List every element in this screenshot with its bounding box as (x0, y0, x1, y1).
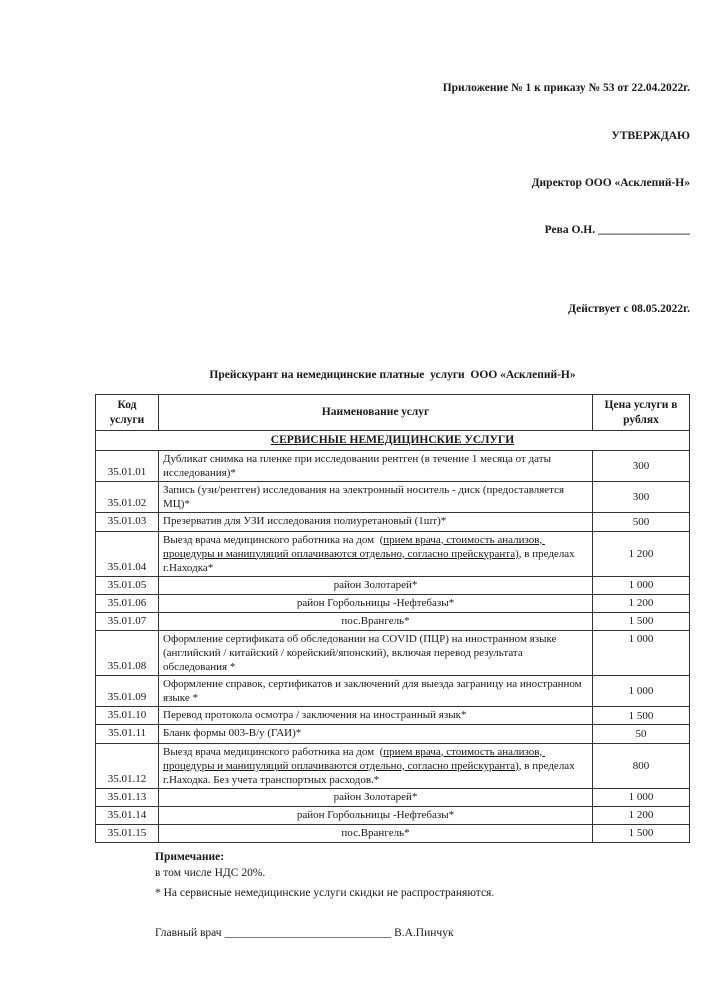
service-name (159, 725, 593, 743)
service-name (159, 630, 593, 675)
service-code: 35.01.11 (96, 725, 159, 743)
service-code: 35.01.07 (96, 612, 159, 630)
service-name-text: район Горбольницы -Нефтебазы* (296, 808, 455, 821)
table-row (96, 576, 690, 594)
service-price: 300 (593, 451, 690, 482)
service-name-text: район Горбольницы -Нефтебазы* (296, 596, 455, 609)
service-code: 35.01.08 (96, 630, 159, 675)
approval-block (95, 50, 690, 349)
notes-label: Примечание: (155, 850, 225, 863)
table-row (96, 707, 690, 725)
service-code: 35.01.12 (96, 743, 159, 788)
service-code: 35.01.09 (96, 676, 159, 707)
table-row (96, 630, 690, 675)
service-name (159, 531, 593, 576)
service-price: 800 (593, 743, 690, 788)
table-row (96, 788, 690, 806)
service-name-text: пос.Врангель* (341, 826, 410, 839)
table-row (96, 676, 690, 707)
effective-date-line: Действует с 08.05.2022г. (568, 302, 690, 315)
service-price: 1 500 (593, 824, 690, 842)
table-row (96, 725, 690, 743)
table-row (96, 594, 690, 612)
service-name-text: Оформление справок, сертификатов и заключений для выезда заграницу на иностранном языке * (163, 678, 585, 705)
service-price: 500 (593, 513, 690, 531)
director-line: Директор ООО «Асклепий-Н» (531, 176, 690, 189)
service-price: 1 200 (593, 806, 690, 824)
table-row (96, 451, 690, 482)
service-name-text: Бланк формы 003-В/у (ГАИ)* (163, 727, 302, 740)
appendix-line: Приложение № 1 к приказу № 53 от 22.04.2022г. (442, 82, 690, 95)
section-row (96, 431, 690, 451)
service-name (159, 513, 593, 531)
asterisk-note: * На сервисные немедицинские услуги скидки не распространяются. (155, 886, 495, 899)
service-price: 1 000 (593, 630, 690, 675)
page-title: Прейскурант на немедицинские платные услуги ООО «Асклепий-Н» (209, 368, 576, 381)
service-name-text: пос.Врангель* (341, 614, 410, 627)
service-name-text: Презерватив для УЗИ исследования полиуретановый (1шт)* (163, 515, 447, 528)
service-name (159, 743, 593, 788)
price-table (95, 394, 690, 843)
vat-note: в том числе НДС 20%. (155, 866, 266, 879)
service-name-text: Выезд врача медицинского работника на дом ( (163, 533, 384, 546)
service-code: 35.01.04 (96, 531, 159, 576)
service-name (159, 806, 593, 824)
table-row (96, 806, 690, 824)
service-name (159, 482, 593, 513)
service-name-text: район Золотарей* (333, 790, 418, 803)
service-code: 35.01.06 (96, 594, 159, 612)
service-name-text: район Золотарей* (333, 578, 418, 591)
section-header-text: СЕРВИСНЫЕ НЕМЕДИЦИНСКИЕ УСЛУГИ (270, 434, 515, 447)
service-code: 35.01.13 (96, 788, 159, 806)
service-price: 1 200 (593, 531, 690, 576)
service-name-text: Выезд врача медицинского работника на дом ( (163, 745, 384, 758)
service-name-text: в пределах г.Находка. Без учета транспортных расходов.* (163, 759, 578, 786)
service-name (159, 451, 593, 482)
service-name-text: Оформление сертификата об обследовании на COVID (ПЦР) на иностранном языке (английский / китайский / корейский/японский), включая перевод результата обследования * (163, 632, 560, 674)
services-tbody (96, 451, 690, 843)
signature-role: Главный врач (155, 926, 222, 939)
service-price: 1 500 (593, 707, 690, 725)
service-name (159, 594, 593, 612)
service-name-underlined-text: прием врача, стоимость анализов, процедуры и манипуляций оплачиваются отдельно, согласно прейскуранта), (163, 533, 545, 560)
service-name-text: Запись (узи/рентген) исследования на электронный носитель - диск (предоставляется МЦ)* (163, 484, 567, 511)
service-price: 1 200 (593, 594, 690, 612)
service-code: 35.01.03 (96, 513, 159, 531)
service-code: 35.01.01 (96, 451, 159, 482)
service-name (159, 707, 593, 725)
signature-block (155, 927, 690, 939)
price-table-head (96, 394, 690, 450)
service-code: 35.01.05 (96, 576, 159, 594)
table-row (96, 482, 690, 513)
column-header-price: Цена услуги в рублях (593, 394, 690, 430)
service-price: 1 000 (593, 788, 690, 806)
service-name (159, 824, 593, 842)
service-name (159, 788, 593, 806)
signature-line: _____________________________ (221, 926, 395, 939)
table-row (96, 531, 690, 576)
table-row (96, 743, 690, 788)
service-name-text: Перевод протокола осмотра / заключения на иностранный язык* (163, 709, 467, 722)
service-name-text: Дубликат снимка на пленке при исследовании рентген (в течение 1 месяца от даты исследования)* (163, 453, 554, 480)
service-name (159, 676, 593, 707)
signature-name: В.А.Пинчук (394, 926, 454, 939)
service-price: 1 500 (593, 612, 690, 630)
service-name (159, 576, 593, 594)
service-price: 300 (593, 482, 690, 513)
approve-line: УТВЕРЖДАЮ (611, 129, 690, 142)
service-name (159, 612, 593, 630)
column-header-code: Код услуги (96, 394, 159, 430)
table-row (96, 513, 690, 531)
service-name-underlined-text: прием врача, стоимость анализов, процедуры и манипуляций оплачиваются отдельно, согласно прейскуранта), (163, 745, 545, 772)
service-code: 35.01.02 (96, 482, 159, 513)
service-price: 50 (593, 725, 690, 743)
service-code: 35.01.10 (96, 707, 159, 725)
service-price: 1 000 (593, 576, 690, 594)
service-code: 35.01.14 (96, 806, 159, 824)
signatory-line: Рева О.Н. ________________ (544, 223, 690, 236)
table-header-row (96, 394, 690, 430)
table-row (96, 612, 690, 630)
notes-block (155, 851, 690, 899)
section-header-cell (96, 431, 690, 451)
column-header-name: Наименование услуг (159, 394, 593, 430)
service-name-text: в пределах г.Находка* (163, 547, 578, 574)
table-row (96, 824, 690, 842)
service-price: 1 000 (593, 676, 690, 707)
service-code: 35.01.15 (96, 824, 159, 842)
